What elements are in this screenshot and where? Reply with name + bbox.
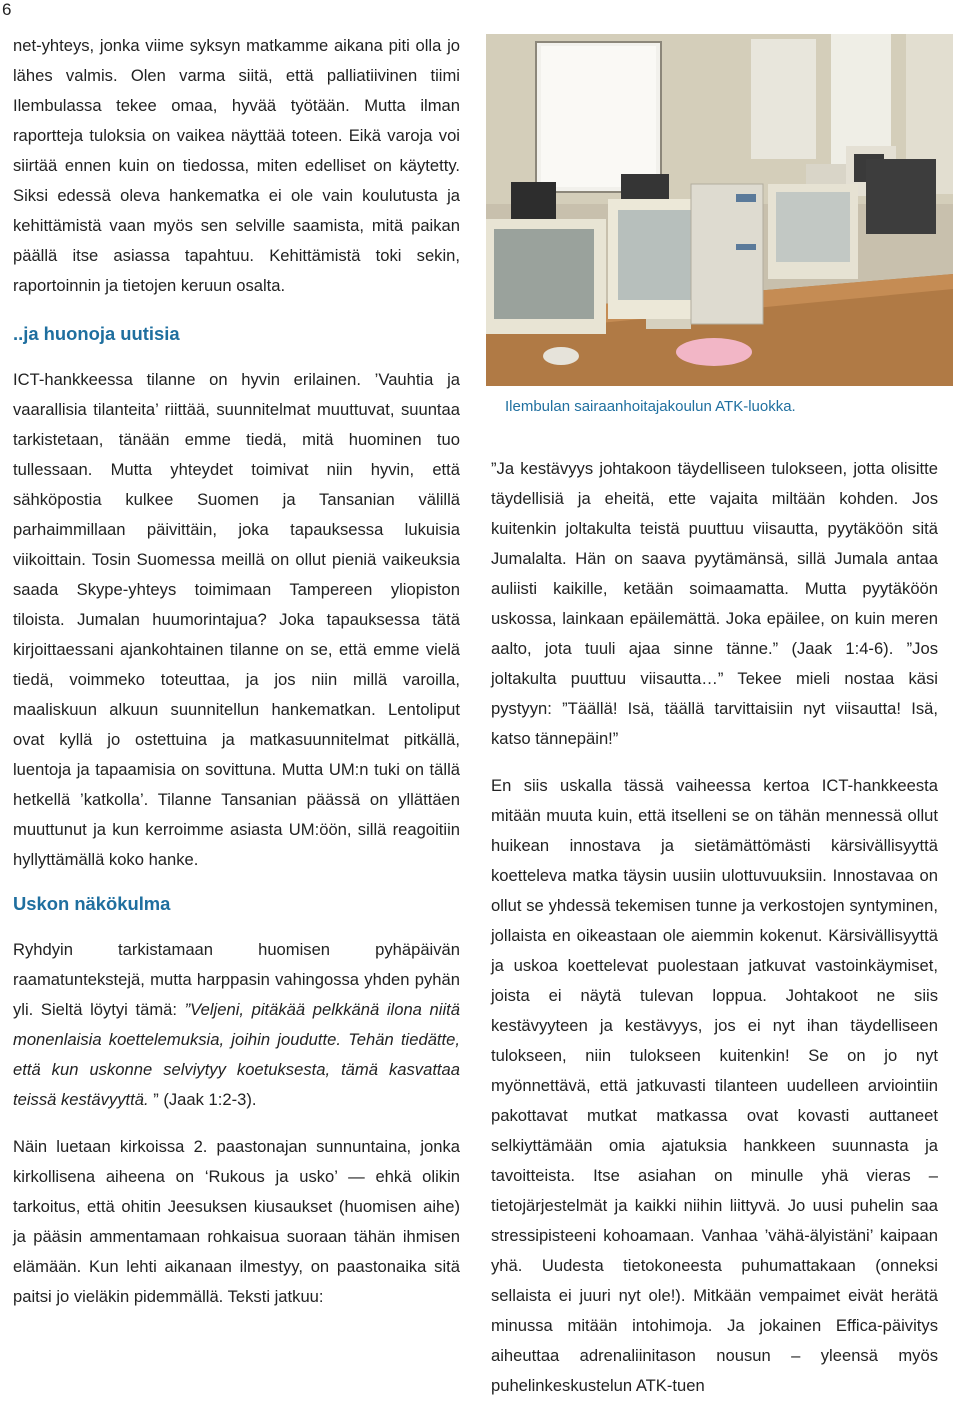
right-column [491,454,938,1401]
heading-bad-news: ..ja huonoja uutisia [13,323,180,344]
bible-quote: ”Veljeni, pitäkää pelkkänä ilona niitä monenlaisia koettelemuksia, joihin joudutte. Tehän tiedätte, että kun uskonne selviytyy koetuksesta, tämä kasvattaa teissä kestävyyttä. [13,1000,460,1109]
reading-paragraph: Näin luetaan kirkoissa 2. paastonajan sunnuntaina, jonka kirkollisena aiheena on ‘Rukous ja usko’ — ehkä olikin tarkoitus, että ohitin Jeesuksen kiusaukset (huomisen aihe) ja pääsin ammentamaan rohkaisua suoraan tähän ihmisen elämään. Kun lehti aikanaan ilmestyy, on paastonaika sitä paitsi jo vieläkin pidemmällä. Teksti jatkuu: [13,1137,460,1306]
photo-caption: Ilembulan sairaanhoitajakoulun ATK-luokka. [505,398,796,415]
intro-paragraph: net-yhteys, jonka viime syksyn matkamme aikana piti olla jo lähes valmis. Olen varma siitä, että palliatiivinen tiimi Ilembulassa tekee omaa, hyvää työtään. Mutta ilman raportteja tuloksia on vaikea näyttää toteen. Eikä varoja voi siirtää ennen kuin on tiedossa, miten edelliset on käytetty. Siksi edessä oleva hankematka ei ole vain koulutusta ja kehittämistä vaan myös sen selville saamista, mitä paikan päällä itse asiassa tapahtuu. Kehittämistä toki sekin, raportoinnin ja tietojen keruun osalta. [13,36,460,295]
computer-lab-photo [486,34,953,386]
ict-project-paragraph: ICT-hankkeessa tilanne on hyvin erilainen. ’Vauhtia ja vaarallisia tilanteita’ riittää, suunnitelmat muuttuvat, suuntaa tarkistetaan, tänään emme tiedä, mitä huominen tuo tullessaan. Mutta yhteydet toimivat niin hyvin, että sähköpostia kulkee Suomen ja Tansanian välillä parhaimmillaan päivittäin, joka tapauksessa lukuisia viikoittain. Tosin Suomessa meillä on ollut pieniä vaikeuksia saada Skype-yhteys toimimaan Tampereen yliopiston tiloista. Jumalan huumorintajua? Joka tapauksessa tätä kirjoittaessani ajankohtainen tilanne on se, että emme vielä tiedä, voimmeko toteuttaa, ja jos niin millä varoilla, maaliskuun alkuun suunnitellun hankematkan. Lentoliput ovat kyllä jo ostettuina ja matkasuunnitelmat pitkällä, luentoja ja tapaamisia on sovittuna. Mutta UM:n tuki on tällä hetkellä ’katkolla’. Tilanne Tansanian päässä on yllättäen muuttunut ja kun kerroimme asiasta UM:öön, sillä reagoitiin hyllyttämällä koko hanke. [13,370,460,869]
computer-lab-illustration [486,34,953,386]
left-column [13,31,460,1312]
faith-paragraph [13,935,460,1115]
james-quote-paragraph: ”Ja kestävyys johtakoon täydelliseen tulokseen, jotta olisitte täydellisiä ja eheitä, ette vajaita miltään kohden. Jos kuitenkin joltakulta teistä puuttuu viisautta, pyytäköön sitä Jumalalta. Hän on saava pyytämänsä, sillä Jumala antaa auliisti kaikille, ketään soimaamatta. Mutta pyytäköön uskossa, lainkaan epäilemättä. Joka epäilee, on kuin meren aalto, jota tuuli ajaa sinne tänne.” (Jaak 1:4-6). ”Jos joltakulta puuttuu viisautta…” Tekee mieli nostaa käsi pystyyn: ”Täällä! Isä, täällä tarvittaisiin nyt viisautta! Isä, katso tännepäin!” [491,459,938,748]
closing-paragraph: En siis uskalla tässä vaiheessa kertoa ICT-hankkeesta mitään muuta kuin, että itselleni se on tähän mennessä ollut huikean innostava ja sietämättömästi kärsivällisyyttä koetteleva matka täysin uusiin ulottuvuuksiin. Innostavaa on ollut se yhdessä tekemisen tunne ja verkostojen syntyminen, jollaista en oikeastaan ole aiemmin kokenut. Kärsivällisyyttä ja uskoa koettelevat puolestaan jatkuvat vastoinkäymiset, joista ei näytä tulevan loppua. Johtakoot ne siis kestävyyteen ja kestävyys, jos ei nyt ihan täydelliseen tulokseen, niin tulokseen kuitenkin! Se on jo nyt myönnettävä, että jatkuvasti tilanteen uudelleen arviointiin pakottavat mutkat matkassa ovat kovasti auttaneet selkiyttämään omia ajatuksia hankkeen suunnasta ja tavoitteista. Itse asiahan on minulle yhä vieras – tietojärjestelmät ja kaikki niihin liittyvä. Jo uusi puhelin saa stressipisteeni kohoamaan. Vanhaa ’vähä-älyistäni’ kaipaan yhä. Uudesta tietokoneesta puhumattakaan (onneksi sellaista ei juuri nyt ole!). Mitkään vempaimet eivät herätä minussa mitään intohimoja. Ja jokainen Effica-päivitys aiheuttaa adrenaliinitason nousun – yleensä myös puhelinkeskustelun ATK-tuen [491,776,938,1395]
bible-reference: ” (Jaak 1:2-3). [153,1090,257,1109]
faith-lead-text: Ryhdyin tarkistamaan huomisen pyhäpäivän raamatuntekstejä, mutta harppasin vahingossa yhden pyhän yli. Sieltä löytyi tämä: [13,940,460,1019]
heading-faith-perspective: Uskon näkökulma [13,893,171,914]
page-number: 6 [2,0,12,19]
